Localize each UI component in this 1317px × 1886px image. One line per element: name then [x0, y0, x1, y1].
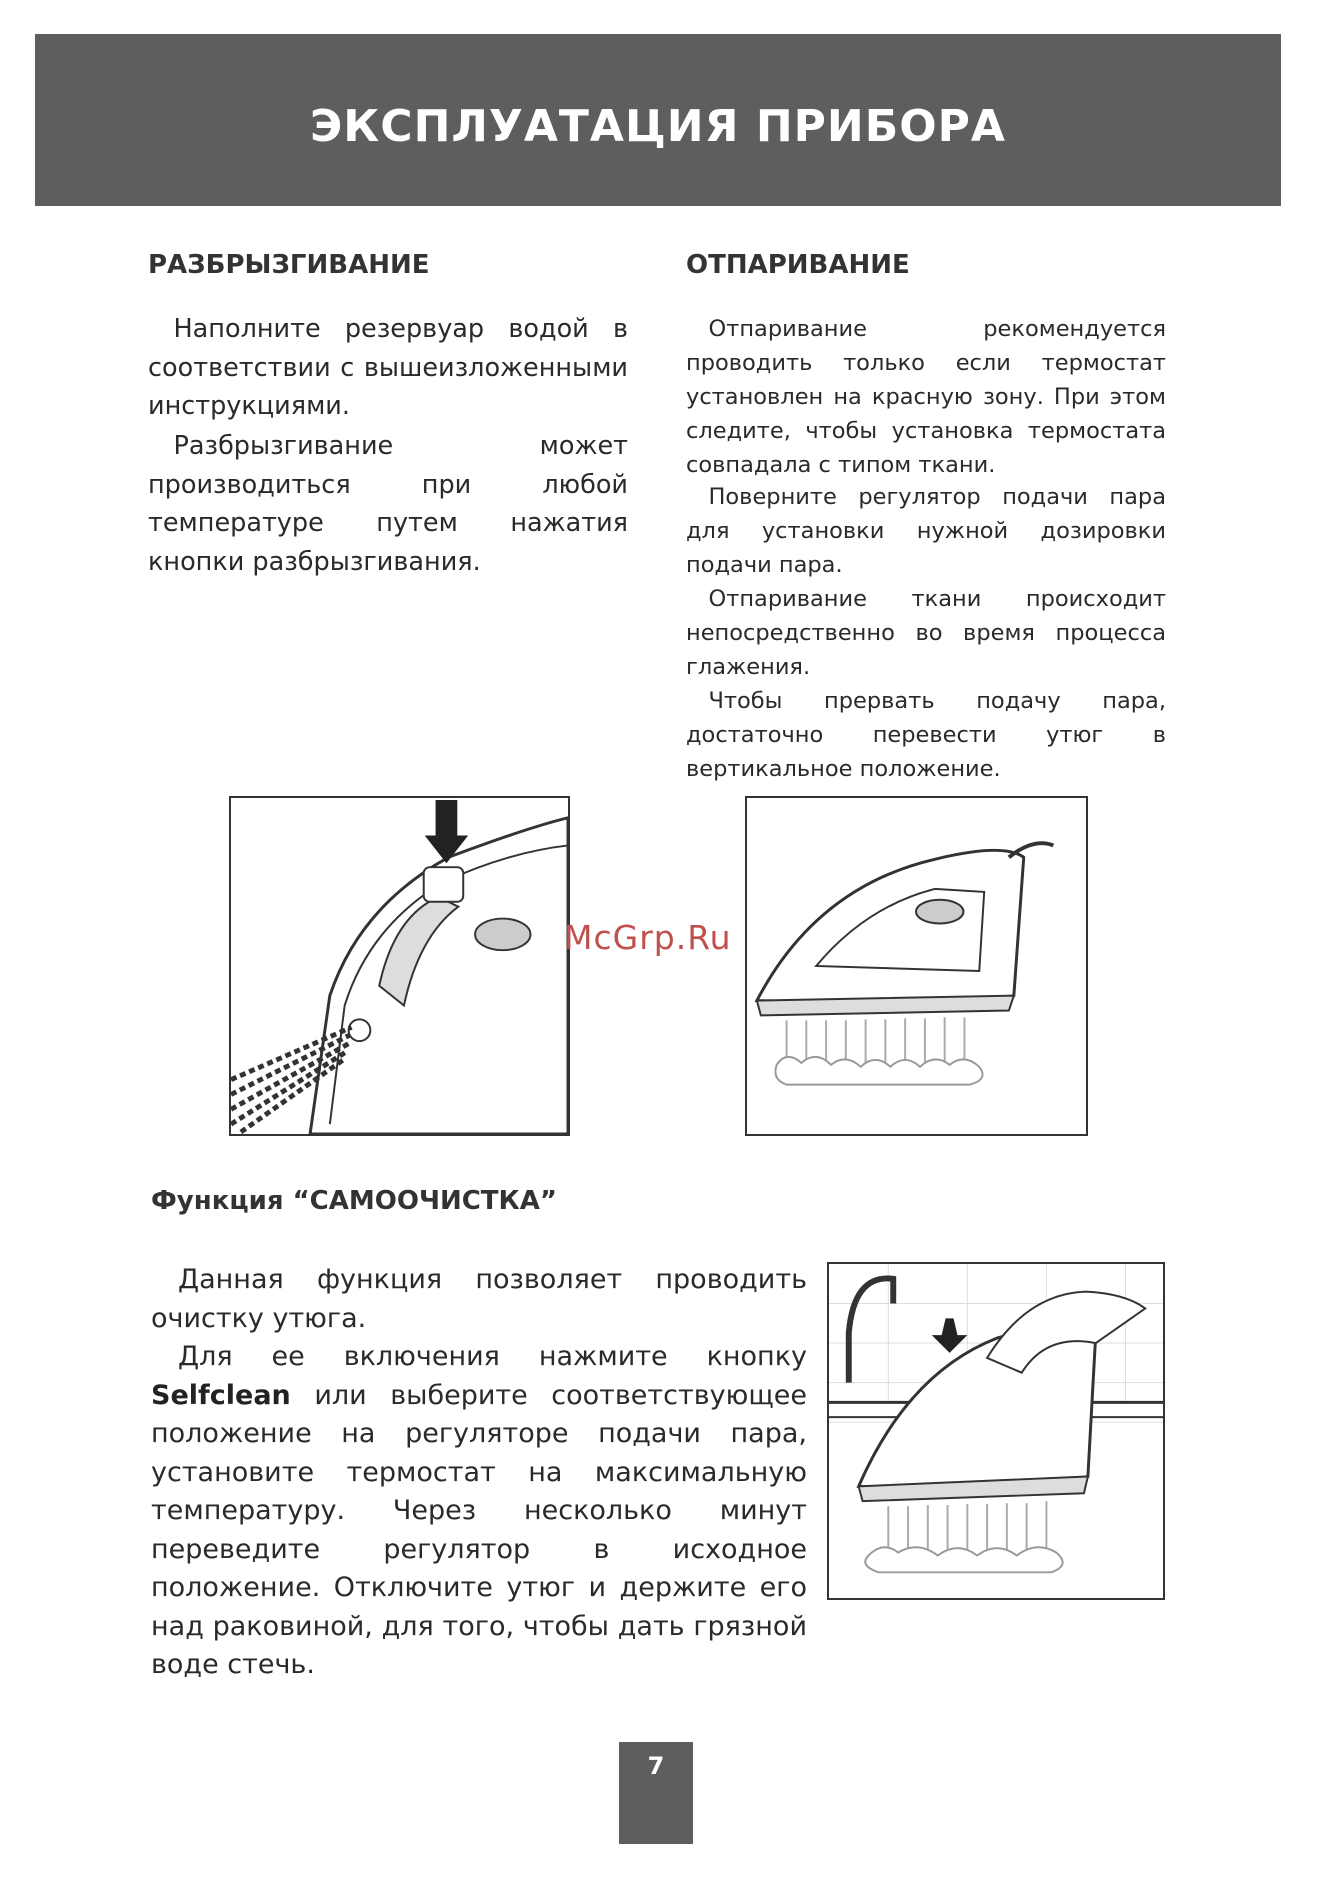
- selfclean-paragraph-2: [151, 1338, 807, 1685]
- spraying-paragraph-1: Наполните резервуар водой в соответствии с вышеизложенными инструкциями.: [148, 314, 628, 421]
- page-header: [35, 34, 1281, 206]
- selfclean-button-name: Selfclean: [151, 1379, 291, 1411]
- watermark: McGrp.Ru: [564, 918, 732, 957]
- selfclean-paragraph-1: Данная функция позволяет проводить очистку утюга.: [151, 1264, 807, 1334]
- spraying-paragraph-2: Разбрызгивание может производиться при любой температуре путем нажатия кнопки разбрызгивания.: [148, 431, 628, 577]
- spraying-heading: РАЗБРЫЗГИВАНИЕ: [148, 250, 430, 280]
- selfclean-heading: Функция “САМООЧИСТКА”: [151, 1186, 557, 1216]
- steaming-paragraph-1: Отпаривание рекомендуется проводить только если термостат установлен на красную зону. При этом следите, чтобы установка термостата совпадала с типом ткани.: [686, 316, 1166, 478]
- iron-spray-drawing: [231, 798, 568, 1134]
- iron-sink-drawing: [829, 1264, 1163, 1598]
- steaming-paragraph-4: Чтобы прервать подачу пара, достаточно перевести утюг в вертикальное положение.: [686, 688, 1166, 782]
- page-number: 7: [619, 1742, 693, 1844]
- selfclean-text-after: или выберите соответствующее положение на регуляторе подачи пара, установите термостат на максимальную температуру. Через несколько минут переведите регулятор в исходное положение. Отключите утюг и держите его над раковиной, для того, чтобы дать грязной воде стечь.: [151, 1379, 807, 1680]
- page-title: ЭКСПЛУАТАЦИЯ ПРИБОРА: [310, 100, 1006, 152]
- steaming-illustration: [745, 796, 1088, 1136]
- steaming-paragraph-3: Отпаривание ткани происходит непосредственно во время процесса глажения.: [686, 586, 1166, 680]
- steaming-heading: ОТПАРИВАНИЕ: [686, 250, 910, 280]
- selfclean-illustration: [827, 1262, 1165, 1600]
- iron-steam-drawing: [747, 798, 1086, 1134]
- selfclean-text-before: Для ее включения нажмите кнопку: [178, 1341, 807, 1372]
- spraying-illustration: [229, 796, 570, 1136]
- steaming-paragraph-2: Поверните регулятор подачи пара для установки нужной дозировки подачи пара.: [686, 484, 1166, 578]
